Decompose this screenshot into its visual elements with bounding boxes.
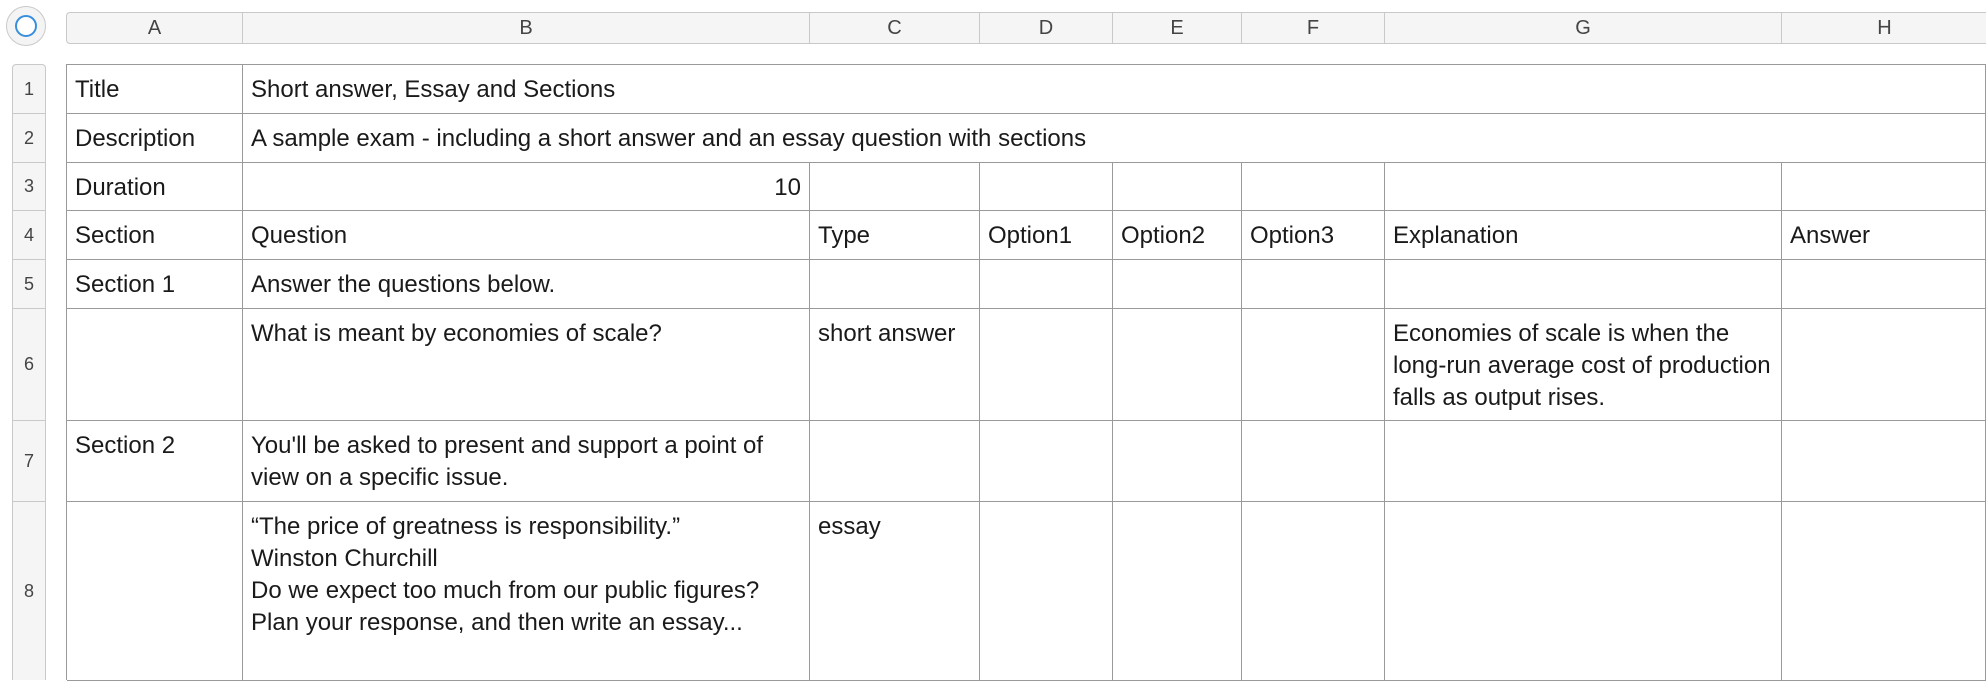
column-header-e[interactable]: E	[1113, 13, 1242, 43]
cell-h5[interactable]	[1782, 260, 1986, 309]
select-all-button[interactable]	[6, 6, 46, 46]
cell-d3[interactable]	[980, 163, 1113, 211]
cell-e3[interactable]	[1113, 163, 1242, 211]
cell-b2[interactable]: A sample exam - including a short answer and an essay question with sections	[243, 114, 1986, 163]
circle-icon	[15, 15, 37, 37]
column-header-d[interactable]: D	[980, 13, 1113, 43]
cell-f3[interactable]	[1242, 163, 1385, 211]
cell-c6[interactable]: short answer	[810, 309, 980, 421]
cell-a4[interactable]: Section	[67, 211, 243, 260]
cell-f4[interactable]: Option3	[1242, 211, 1385, 260]
cell-e8[interactable]	[1113, 502, 1242, 681]
cell-b4[interactable]: Question	[243, 211, 810, 260]
row-header-4[interactable]: 4	[13, 211, 45, 260]
cell-h4[interactable]: Answer	[1782, 211, 1986, 260]
row-header-1[interactable]: 1	[13, 65, 45, 114]
cell-b8[interactable]: “The price of greatness is responsibility.” Winston Churchill Do we expect too much from our public figures? Plan your response, and then write an essay...	[243, 502, 810, 681]
cell-b3[interactable]: 10	[243, 163, 810, 211]
cell-c4[interactable]: Type	[810, 211, 980, 260]
cell-c3[interactable]	[810, 163, 980, 211]
cell-h7[interactable]	[1782, 421, 1986, 502]
cell-a1[interactable]: Title	[67, 65, 243, 114]
column-header-h[interactable]: H	[1877, 17, 1892, 39]
cell-c5[interactable]	[810, 260, 980, 309]
row-header-7[interactable]: 7	[13, 421, 45, 502]
cell-f7[interactable]	[1242, 421, 1385, 502]
cell-b1[interactable]: Short answer, Essay and Sections	[243, 65, 1986, 114]
cell-h6[interactable]	[1782, 309, 1986, 421]
cell-e6[interactable]	[1113, 309, 1242, 421]
cell-h3[interactable]	[1782, 163, 1986, 211]
row-header-5[interactable]: 5	[13, 260, 45, 309]
row-header-6[interactable]: 6	[13, 309, 45, 421]
cell-e5[interactable]	[1113, 260, 1242, 309]
cell-d8[interactable]	[980, 502, 1113, 681]
spreadsheet-grid	[66, 64, 1986, 680]
row-header-8[interactable]: 8	[23, 581, 34, 601]
cell-a8[interactable]	[67, 502, 243, 681]
row-header-2[interactable]: 2	[13, 114, 45, 163]
cell-a7[interactable]: Section 2	[67, 421, 243, 502]
cell-d7[interactable]	[980, 421, 1113, 502]
cell-h8[interactable]	[1782, 502, 1986, 681]
cell-d5[interactable]	[980, 260, 1113, 309]
column-header-g[interactable]: G	[1385, 13, 1782, 43]
cell-f8[interactable]	[1242, 502, 1385, 681]
cell-c8[interactable]: essay	[810, 502, 980, 681]
row-header-3[interactable]: 3	[13, 163, 45, 211]
cell-b6[interactable]: What is meant by economies of scale?	[243, 309, 810, 421]
cell-g5[interactable]	[1385, 260, 1782, 309]
cell-b7[interactable]: You'll be asked to present and support a point of view on a specific issue.	[243, 421, 810, 502]
cell-e7[interactable]	[1113, 421, 1242, 502]
column-header-a[interactable]: A	[67, 13, 243, 43]
row-header-bar	[12, 64, 46, 680]
column-header-bar	[66, 12, 1986, 44]
cell-f6[interactable]	[1242, 309, 1385, 421]
cell-g4[interactable]: Explanation	[1385, 211, 1782, 260]
cell-a3[interactable]: Duration	[67, 163, 243, 211]
column-header-b[interactable]: B	[243, 13, 810, 43]
cell-a6[interactable]	[67, 309, 243, 421]
cell-b5[interactable]: Answer the questions below.	[243, 260, 810, 309]
cell-e4[interactable]: Option2	[1113, 211, 1242, 260]
cell-a2[interactable]: Description	[67, 114, 243, 163]
column-header-c[interactable]: C	[810, 13, 980, 43]
cell-g3[interactable]	[1385, 163, 1782, 211]
cell-a5[interactable]: Section 1	[67, 260, 243, 309]
cell-g7[interactable]	[1385, 421, 1782, 502]
column-header-f[interactable]: F	[1242, 13, 1385, 43]
cell-g8[interactable]	[1385, 502, 1782, 681]
cell-f5[interactable]	[1242, 260, 1385, 309]
cell-g6[interactable]: Economies of scale is when the long-run average cost of production falls as output rises.	[1385, 309, 1782, 421]
cell-c7[interactable]	[810, 421, 980, 502]
cell-d6[interactable]	[980, 309, 1113, 421]
cell-d4[interactable]: Option1	[980, 211, 1113, 260]
